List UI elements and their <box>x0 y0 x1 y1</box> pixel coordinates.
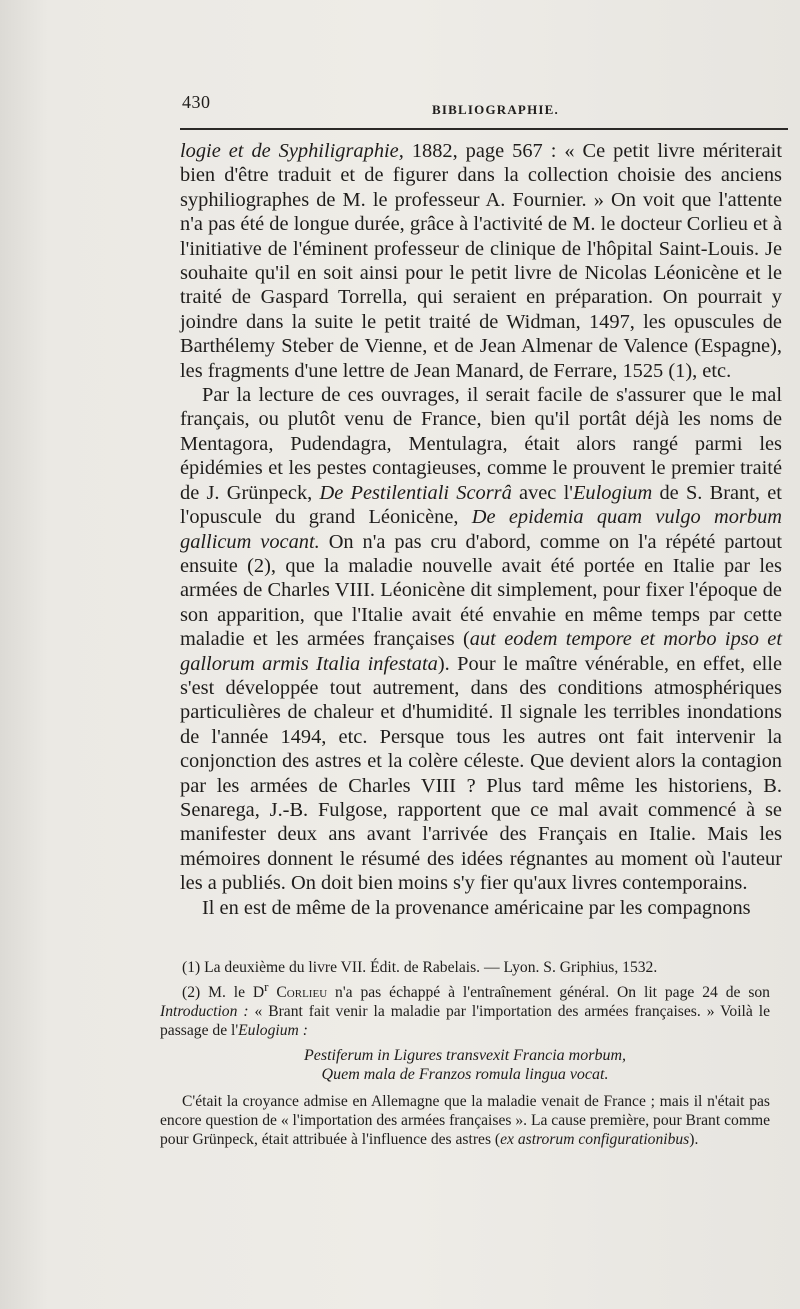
italic-text: Eulogium <box>572 481 653 504</box>
text-run: On n'a pas cru d'abord, comme on l'a répété partout ensuite (2), que la maladie nouvelle avait été portée en Italie par les armées de Charles VIII. Léonicène dit simplement, pour fixer l'époque de son apparition, que l'Italie avait été envahie en même temps par cette maladie et les armées françaises ( <box>180 530 782 651</box>
verse-quote <box>160 1046 770 1084</box>
paragraph-3 <box>180 896 782 920</box>
main-text <box>180 139 782 920</box>
text-run: avec l' <box>511 481 573 504</box>
footnote-2 <box>160 977 770 1040</box>
text-run: ). <box>689 1131 699 1149</box>
italic-text: Eulogium : <box>238 1022 308 1040</box>
text-run: Par la lecture de ces ouvrages, il serait facile de s'assurer que le mal français, ou plutôt venu de France, bien qu'il portât déjà les noms de Mentagora, Pudendagra, Mentulagra, était alors rangé parmi les épidémies et les pestes contagieuses, comme le prouvent le premier traité de J. Grünpeck, <box>180 384 782 504</box>
italic-text: logie et de Syphiligraphie, <box>180 140 404 162</box>
text-run: 1882, page 567 : « Ce petit livre mériterait bien d'être traduit et de figurer dans la collection choisie des anciens syphiliographes de M. le professeur A. Fournier. » On voit que l'attente n'a pas été de longue durée, grâce à l'activité de M. le docteur Corlieu et à l'initiative de l'éminent professeur de clinique de l'hôpital Saint-Louis. Je souhaite qu'il en soit ainsi pour le petit livre de Nicolas Léonicène et le traité de Gaspard Torrella, qui seraient en préparation. On pourrait y joindre dans la suite le petit traité de Widman, 1497, les opuscules de Barthélemy Steber de Vienne, et de Jean Almenar de Valence (Espagne), les fragments d'une lettre de Jean Manard, de Ferrare, 1525 (1), etc. <box>180 140 782 382</box>
text-run: Il en est de même de la provenance américaine par les compagnons <box>202 896 751 919</box>
page-header <box>182 92 782 116</box>
superscript: r <box>264 979 269 994</box>
italic-text: Introduction : <box>160 1003 249 1021</box>
footnotes <box>160 958 770 1149</box>
verse-line: Pestiferum in Ligures transvexit Francia morbum, <box>303 1047 627 1065</box>
italic-text: aut eodem tempore et morbo ipso et gallorum armis Italia infestata <box>180 628 782 675</box>
running-head: BIBLIOGRAPHIE. <box>432 102 559 117</box>
text-run: ). Pour le maître vénérable, en effet, elle s'est développée tout autrement, dans des conditions atmosphériques particulières de chaleur et d'humidité. Il signale les terribles inondations de l'année 1494, etc. Persque tous les autres ont fait intervenir la conjonction des astres et la colère céleste. Que devient alors la contagion par les armées de Charles VIII ? Plus tard même les historiens, B. Senarega, J.-B. Fulgose, rapportent que ce mal avait commencé à se manifester deux ans avant l'arrivée des Français en Italie. Mais les mémoires donnent le résumé des idées régnantes au moment où l'auteur les a publiés. On doit bien moins s'y fier qu'aux livres contemporains. <box>180 652 782 895</box>
header-rule <box>180 128 788 130</box>
italic-text: De Pestilentiali Scorrâ <box>319 481 512 504</box>
footnote-1: (1) La deuxième du livre VII. Édit. de Rabelais. — Lyon. S. Griphius, 1532. <box>182 959 658 976</box>
paragraph-2 <box>180 383 782 896</box>
italic-text: De epidemia quam vulgo morbum gallicum vocant. <box>180 506 782 553</box>
text-run: de S. Brant, et l'opuscule du grand Léonicène, <box>180 481 782 529</box>
text-run: (2) M. le D <box>182 984 265 1002</box>
page-number: 430 <box>182 92 211 112</box>
text-run: n'a pas échappé à l'entraînement général. On lit page 24 de son <box>327 984 770 1002</box>
author-name: Corlieu <box>276 984 328 1002</box>
verse-line: Quem mala de Franzos romula lingua vocat. <box>321 1066 609 1084</box>
text-run: « Brant fait venir la maladie par l'importation des armées françaises. » Voilà le passage de l' <box>160 1003 770 1040</box>
footnote-3 <box>160 1092 770 1149</box>
text-run: C'était la croyance admise en Allemagne que la maladie venait de France ; mais il n'était pas encore question de « l'importation des armées françaises ». La cause première, pour Brant comme pour Grünpeck, était attribuée à l'influence des astres ( <box>160 1093 770 1149</box>
paragraph-1 <box>180 139 782 383</box>
italic-text: ex astrorum configurationibus <box>500 1131 690 1149</box>
